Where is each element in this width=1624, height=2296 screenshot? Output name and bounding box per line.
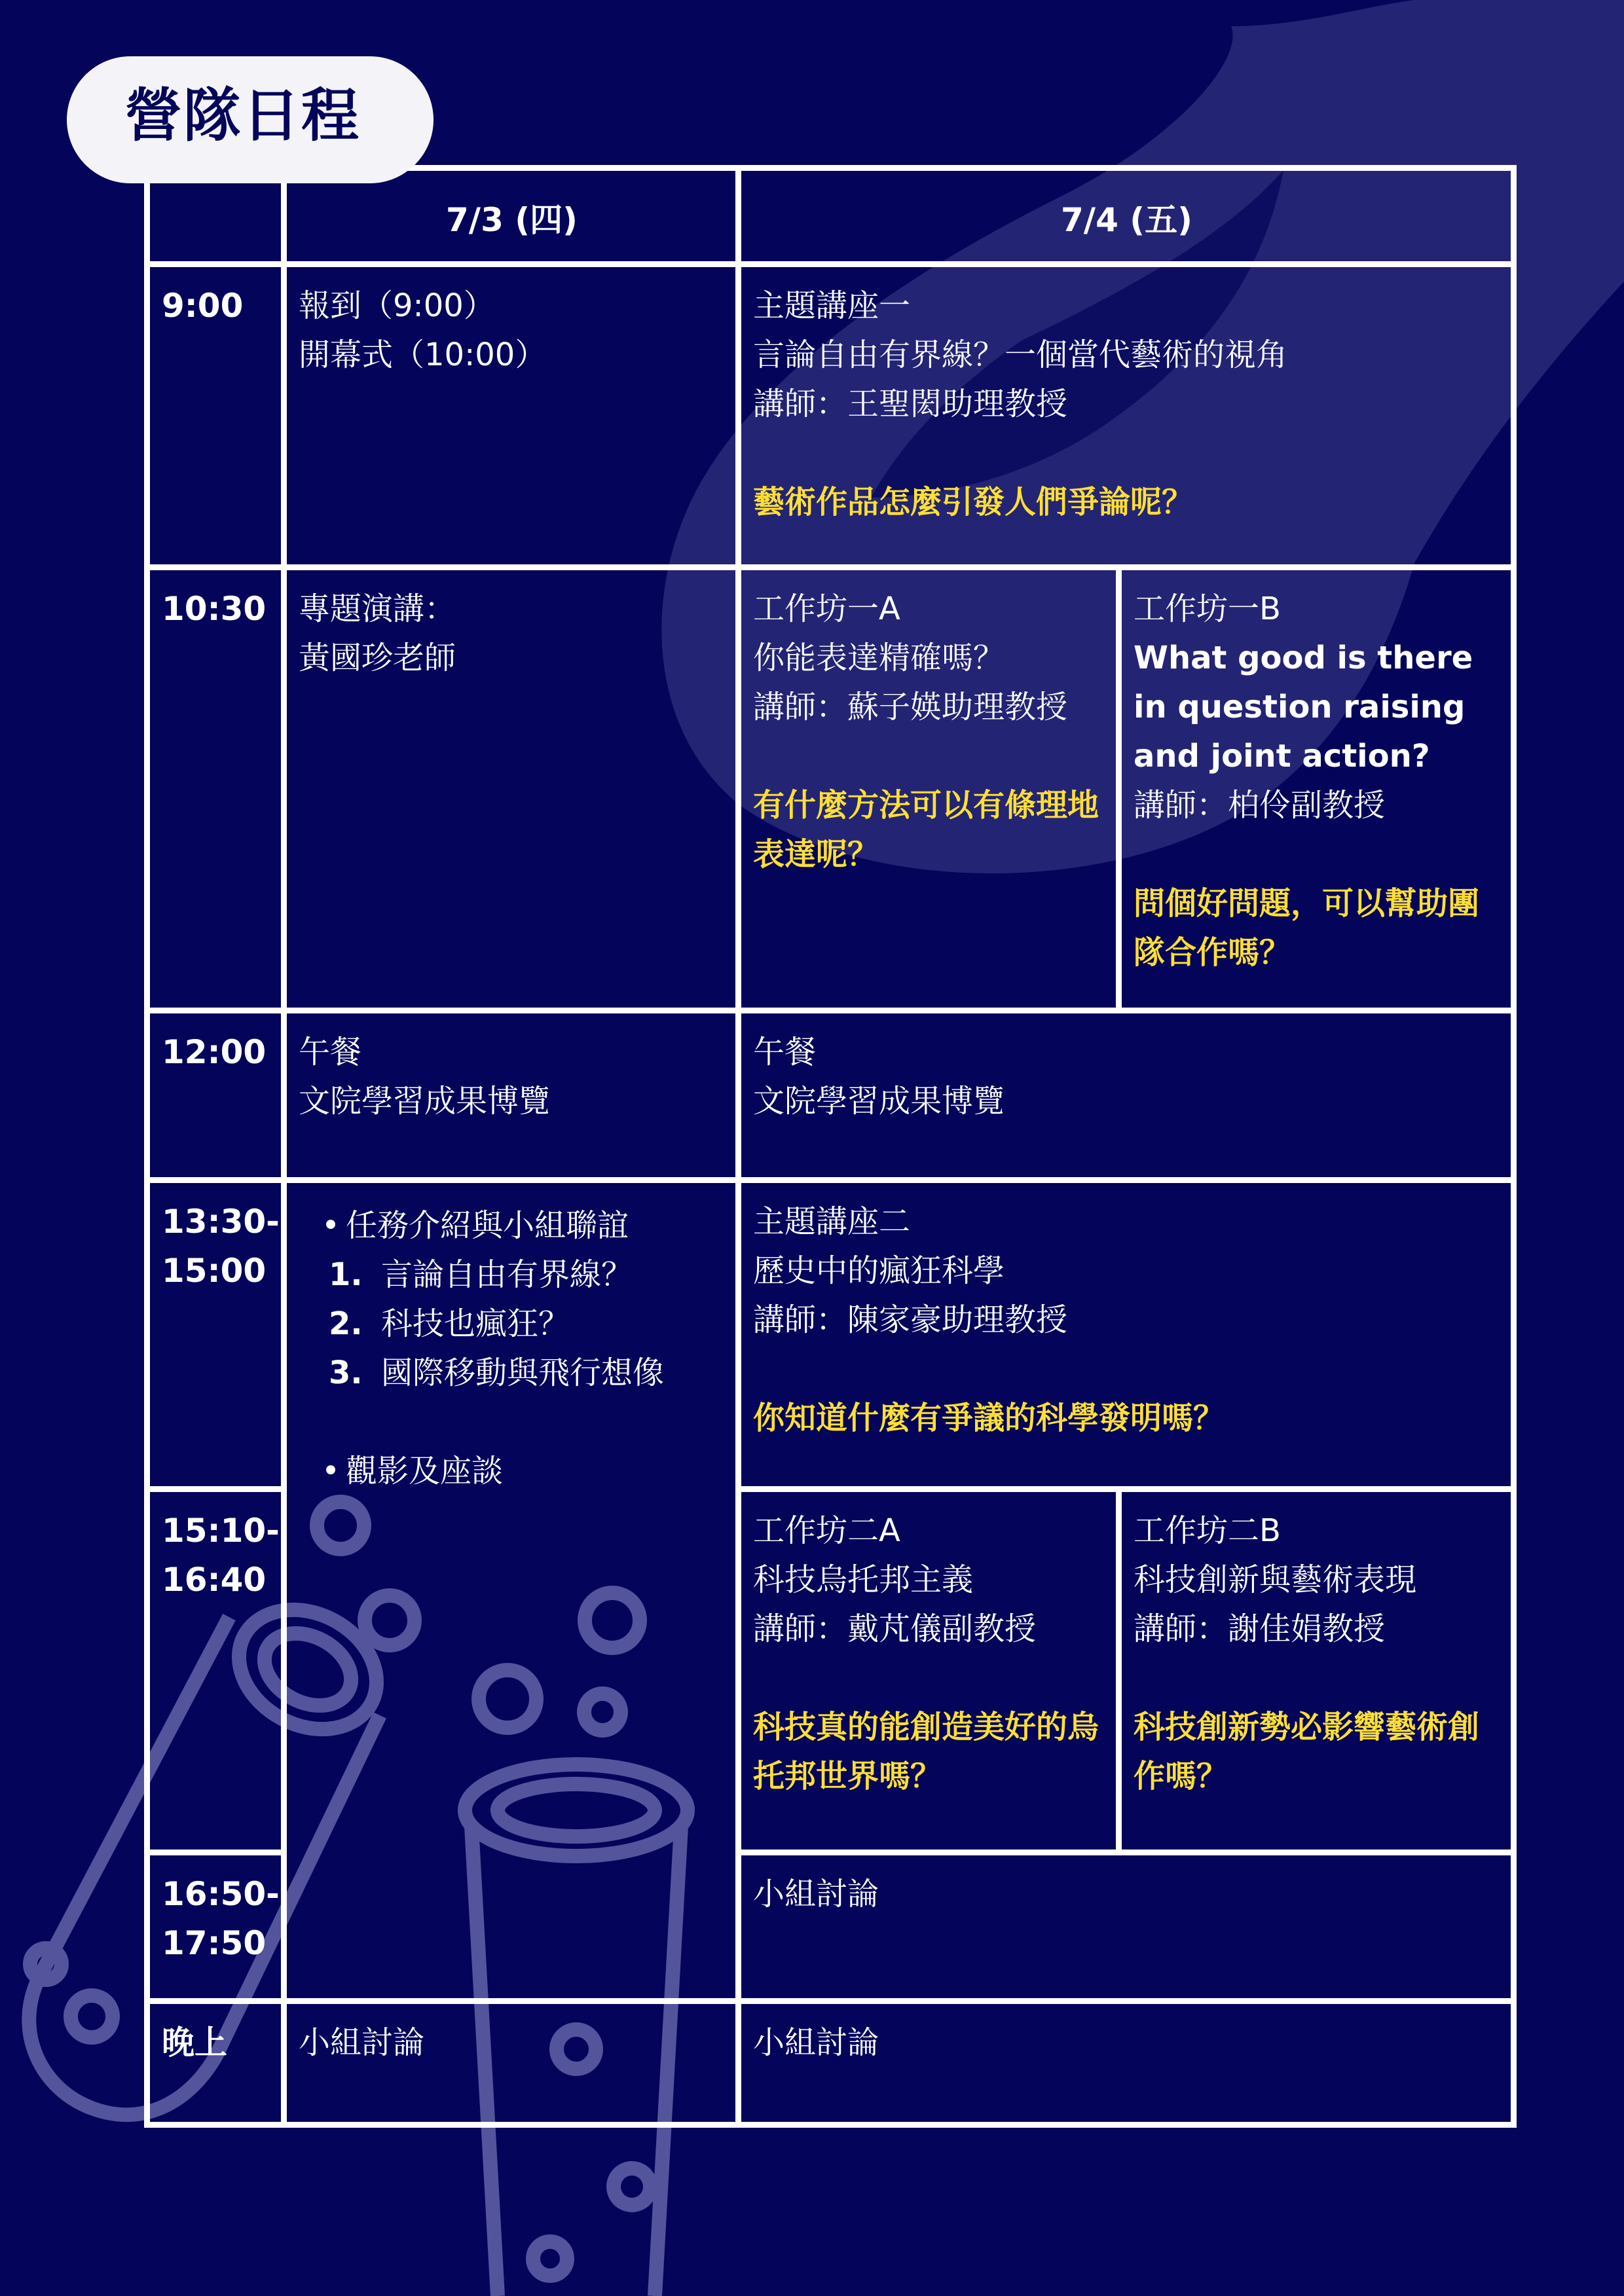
time-label: 16:50- 17:50 bbox=[162, 1875, 280, 1962]
session-label: 主題講座二 bbox=[753, 1203, 911, 1240]
day2-lecture1-cell bbox=[735, 261, 1517, 570]
session-topic: 言論自由有界線？一個當代藝術的視角 bbox=[753, 337, 1288, 373]
time-cell bbox=[144, 1008, 287, 1183]
keynote-label: 專題演講： bbox=[299, 591, 456, 627]
task-bullet bbox=[316, 1201, 725, 1250]
session-question: 藝術作品怎麼引發人們爭論呢？ bbox=[753, 484, 1194, 520]
bullet-icon: • bbox=[321, 1453, 341, 1489]
task-item bbox=[316, 1349, 725, 1398]
task-bullet bbox=[316, 1447, 725, 1496]
spacer bbox=[753, 732, 1105, 781]
session-question: 科技真的能創造美好的烏托邦世界嗎？ bbox=[753, 1709, 1099, 1795]
session-label: 工作坊二B bbox=[1134, 1512, 1281, 1549]
spacer bbox=[753, 429, 1500, 478]
session-question: 科技創新勢必影響藝術創作嗎？ bbox=[1134, 1709, 1480, 1795]
day2-lunch-cell bbox=[735, 1008, 1517, 1183]
session-speaker: 講師：王聖閎助理教授 bbox=[753, 386, 1068, 422]
day1-keynote-cell bbox=[281, 564, 741, 1013]
day2-group-cell bbox=[735, 1850, 1517, 2004]
session-topic: 你能表達精確嗎？ bbox=[753, 640, 1005, 676]
time-label: 12:00 bbox=[162, 1033, 267, 1071]
lunch-label: 午餐 bbox=[299, 1034, 362, 1070]
group-discussion-label: 小組討論 bbox=[299, 2024, 425, 2061]
day1-tasks-cell bbox=[281, 1177, 741, 2004]
session-question: 問個好問題，可以幫助團隊合作嗎？ bbox=[1134, 885, 1480, 971]
day1-label: 7/3 (四) bbox=[446, 201, 578, 239]
task-item bbox=[316, 1300, 725, 1349]
checkin-text: 報到（9:00） bbox=[299, 287, 495, 324]
task-item-number: 3. bbox=[329, 1355, 363, 1391]
day2-label: 7/4 (五) bbox=[1061, 201, 1192, 239]
expo-label: 文院學習成果博覽 bbox=[299, 1083, 551, 1120]
day2-night-cell bbox=[735, 1998, 1517, 2128]
task-item-text: 言論自由有界線？ bbox=[381, 1256, 633, 1293]
group-discussion-label: 小組討論 bbox=[753, 1876, 879, 1912]
spacer bbox=[753, 1654, 1105, 1703]
day2-workshop1a-cell bbox=[735, 564, 1122, 1013]
task-bullet-text: 任務介紹與小組聯誼 bbox=[346, 1207, 629, 1244]
session-topic: 科技創新與藝術表現 bbox=[1134, 1561, 1417, 1598]
day2-workshop1b-cell bbox=[1116, 564, 1517, 1013]
session-label: 工作坊一A bbox=[753, 591, 900, 627]
time-label: 10:30 bbox=[162, 590, 267, 628]
task-item-text: 國際移動與飛行想像 bbox=[381, 1355, 665, 1391]
day1-night-cell bbox=[281, 1998, 741, 2128]
spacer bbox=[1134, 1654, 1500, 1703]
day2-lecture2-cell bbox=[735, 1177, 1517, 1492]
session-speaker: 講師：蘇子媖助理教授 bbox=[753, 689, 1068, 725]
title-pill bbox=[67, 56, 434, 183]
session-question: 你知道什麼有爭議的科學發明嗎？ bbox=[753, 1400, 1225, 1436]
time-label: 13:30- 15:00 bbox=[162, 1203, 280, 1290]
schedule-table bbox=[144, 165, 1517, 2128]
day2-workshop2b-cell bbox=[1116, 1486, 1517, 1855]
session-speaker: 講師：柏伶副教授 bbox=[1134, 787, 1386, 824]
time-cell bbox=[144, 1486, 287, 1855]
time-cell bbox=[144, 564, 287, 1013]
time-cell bbox=[144, 261, 287, 570]
time-label: 15:10- 16:40 bbox=[162, 1512, 280, 1599]
expo-label: 文院學習成果博覽 bbox=[753, 1083, 1005, 1120]
session-speaker: 講師：戴芃儀副教授 bbox=[753, 1611, 1037, 1647]
time-label: 9:00 bbox=[162, 287, 244, 325]
group-discussion-label: 小組討論 bbox=[753, 2024, 879, 2061]
keynote-speaker: 黃國珍老師 bbox=[299, 640, 456, 676]
session-label: 主題講座一 bbox=[753, 287, 911, 324]
lunch-label: 午餐 bbox=[753, 1034, 817, 1070]
task-bullet-text: 觀影及座談 bbox=[346, 1453, 504, 1489]
session-topic: What good is there in question raising and joint action? bbox=[1134, 640, 1473, 774]
time-cell bbox=[144, 1998, 287, 2128]
task-item-number: 1. bbox=[329, 1256, 363, 1293]
day1-lunch-cell bbox=[281, 1008, 741, 1183]
spacer bbox=[753, 1345, 1500, 1394]
time-label: 晚上 bbox=[162, 2024, 227, 2062]
task-list bbox=[316, 1201, 725, 1496]
time-cell bbox=[144, 1177, 287, 1492]
task-item-number: 2. bbox=[329, 1305, 363, 1342]
session-topic: 科技烏托邦主義 bbox=[753, 1561, 974, 1598]
spacer bbox=[1134, 830, 1500, 879]
time-cell bbox=[144, 1850, 287, 2004]
session-question: 有什麼方法可以有條理地表達呢？ bbox=[753, 787, 1099, 873]
bullet-icon: • bbox=[321, 1207, 341, 1244]
task-item-text: 科技也瘋狂？ bbox=[381, 1305, 570, 1342]
header-day2 bbox=[735, 165, 1517, 267]
task-item bbox=[316, 1250, 725, 1300]
opening-text: 開幕式（10:00） bbox=[299, 337, 547, 373]
session-label: 工作坊一B bbox=[1134, 591, 1281, 627]
day2-workshop2a-cell bbox=[735, 1486, 1122, 1855]
page-title: 營隊日程 bbox=[124, 82, 361, 149]
session-topic: 歷史中的瘋狂科學 bbox=[753, 1252, 1005, 1289]
session-label: 工作坊二A bbox=[753, 1512, 900, 1549]
day1-checkin-cell bbox=[281, 261, 741, 570]
spacer bbox=[316, 1398, 725, 1447]
session-speaker: 講師：陳家豪助理教授 bbox=[753, 1302, 1068, 1338]
session-speaker: 講師：謝佳娟教授 bbox=[1134, 1611, 1386, 1647]
